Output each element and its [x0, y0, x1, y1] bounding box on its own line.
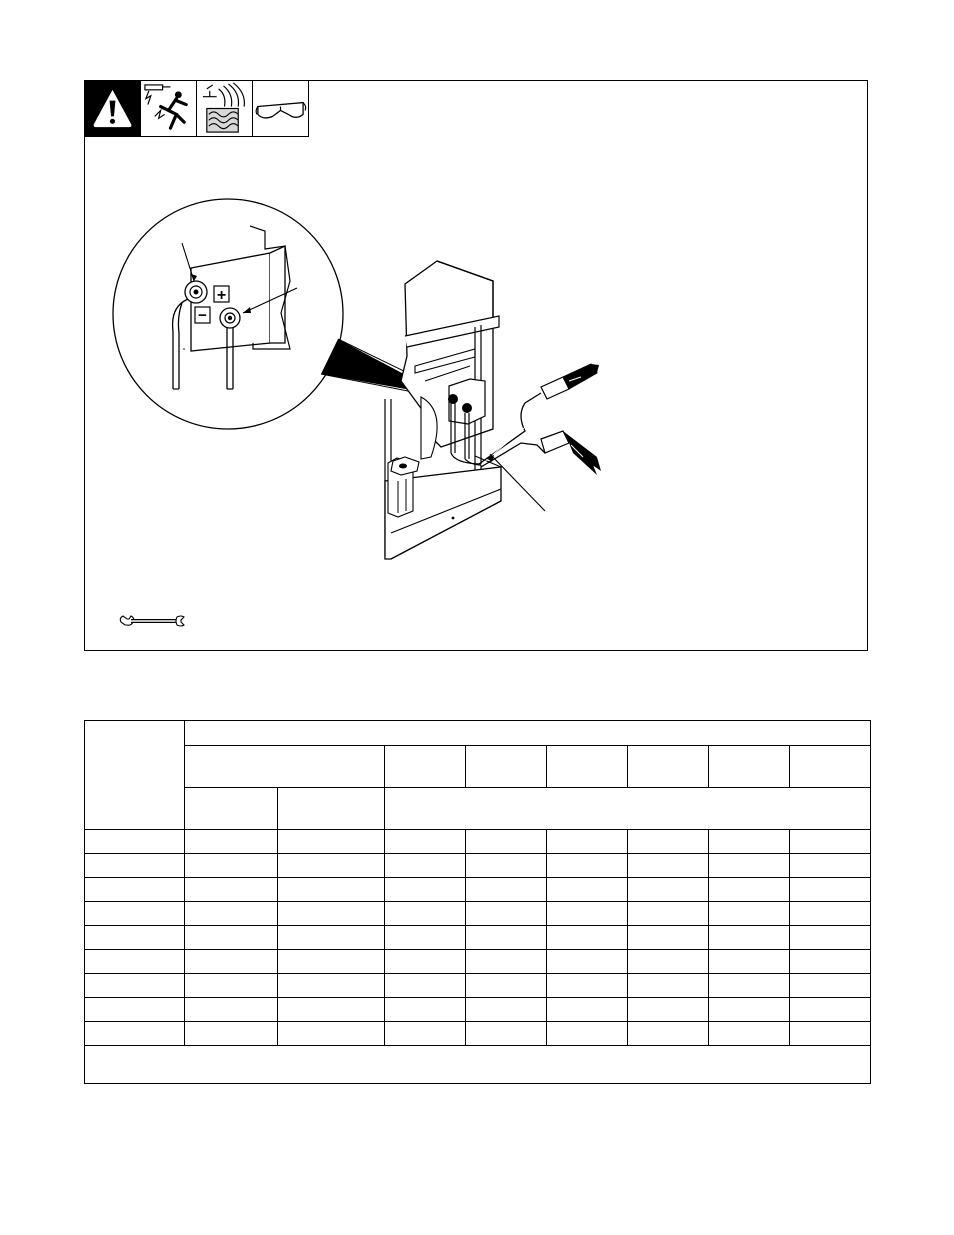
table-row	[85, 854, 871, 878]
table-header-cell	[185, 746, 385, 788]
table-header-cell	[628, 746, 709, 788]
table-row	[85, 902, 871, 926]
table-header-cell	[790, 746, 871, 788]
wrench-icon	[120, 616, 184, 626]
table-header-row-2	[85, 746, 871, 788]
table-row	[85, 998, 871, 1022]
detail-magnifier	[113, 199, 449, 429]
table-corner-cell	[85, 721, 185, 830]
table-header-row-3	[85, 788, 871, 830]
specifications-table	[84, 720, 871, 1084]
table-row	[85, 926, 871, 950]
table-row	[85, 950, 871, 974]
table-note-row	[85, 1046, 871, 1084]
positive-label: +	[216, 287, 227, 304]
table-row	[85, 974, 871, 998]
table-group-header	[185, 721, 871, 746]
terminal-illustration	[85, 81, 869, 652]
table-header-row-1	[85, 721, 871, 746]
table-header-cell	[709, 746, 790, 788]
table-header-cell	[466, 746, 547, 788]
table-header-cell	[385, 746, 466, 788]
table-row	[85, 830, 871, 854]
table-row	[85, 878, 871, 902]
welder-unit	[385, 261, 501, 559]
table-header-cell	[547, 746, 628, 788]
table-header-cell	[385, 788, 871, 830]
table-row	[85, 1022, 871, 1046]
negative-label: −	[198, 307, 207, 324]
table-header-cell	[278, 788, 385, 830]
table-note-cell	[85, 1046, 871, 1084]
table-header-cell	[185, 788, 278, 830]
procedure-panel	[84, 80, 868, 651]
